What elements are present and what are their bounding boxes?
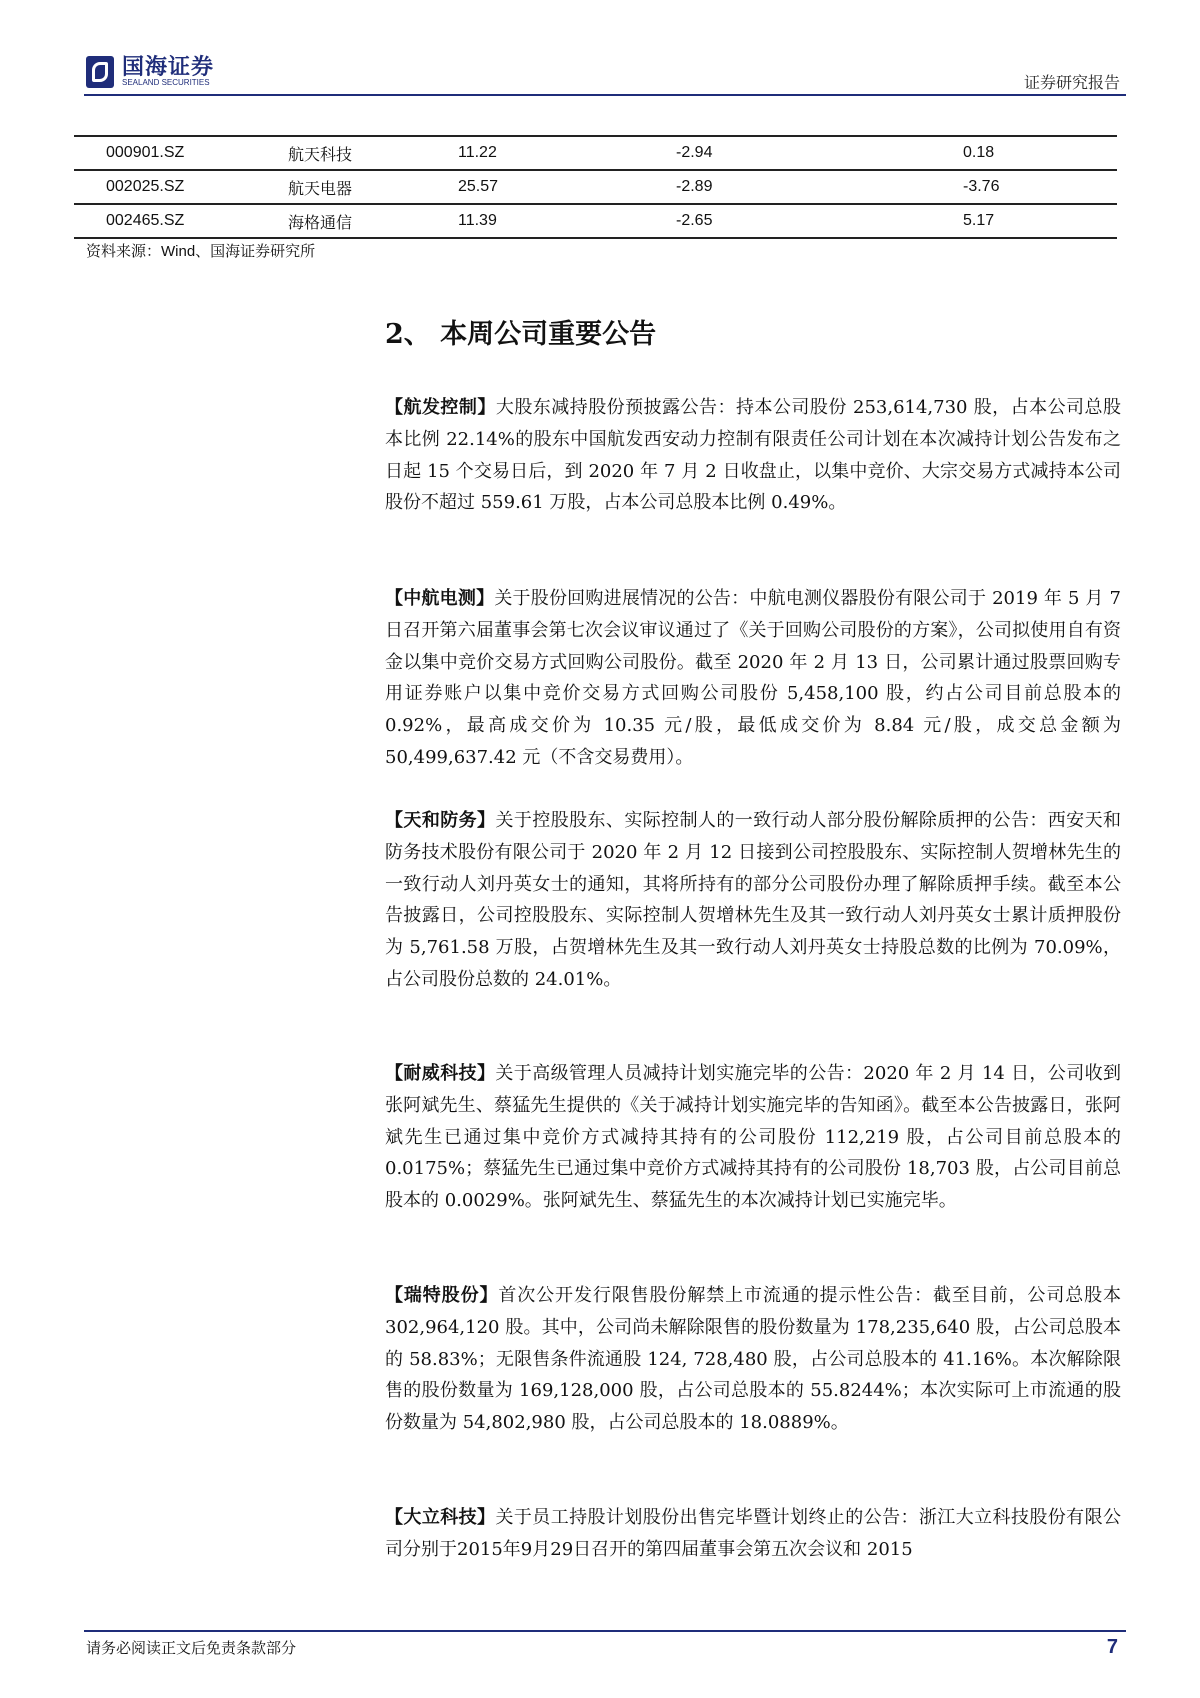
stock-table: [74, 135, 1117, 239]
company-name: 【天和防务】: [385, 810, 496, 831]
announcement: [385, 392, 1121, 519]
table-cell: 002465.SZ: [74, 204, 288, 238]
announcement-text: 首次公开发行限售股份解禁上市流通的提示性公告：截至目前，公司总股本 302,964,120 股。其中，公司尚未解除限售的股份数量为 178,235,640 股，占公司总股本的 58.83%；无限售条件流通股 124, 728,480 股，占公司总股本的 41.16%。本次解除限售的股份数量为 169,128,000 股，占公司总股本的 55.8244%；本次实际可上市流通的股份数量为 54,802,980 股，占公司总股本的 18.0889%。: [385, 1285, 1122, 1434]
table-cell: -2.89: [676, 170, 963, 204]
table-cell: 25.57: [458, 170, 676, 204]
table-row: [74, 170, 1117, 204]
table-row: [74, 136, 1117, 170]
company-name: 【航发控制】: [385, 397, 496, 418]
announcement: [385, 1058, 1121, 1217]
table-cell: 0.18: [963, 136, 1117, 170]
announcement: [385, 1280, 1121, 1439]
logo-cn: 国海证券: [122, 54, 215, 79]
logo-en: SEALAND SECURITIES: [122, 78, 210, 87]
company-name: 【大立科技】: [385, 1507, 496, 1528]
table-cell: 002025.SZ: [74, 170, 288, 204]
table-cell: -2.94: [676, 136, 963, 170]
table-source: 资料来源：Wind、国海证券研究所: [86, 243, 316, 260]
announcement: [385, 583, 1121, 774]
table-cell: 000901.SZ: [74, 136, 288, 170]
table-cell: -3.76: [963, 170, 1117, 204]
doc-type: 证券研究报告: [1023, 73, 1120, 92]
announcement: [385, 1502, 1121, 1566]
company-logo: [86, 56, 214, 88]
table-cell: 航天电器: [288, 170, 458, 204]
announcement: [385, 805, 1121, 996]
header-divider: [84, 94, 1126, 96]
section-title: 2、 本周公司重要公告: [385, 319, 657, 350]
announcement-text: 关于员工持股计划股份出售完毕暨计划终止的公告：浙江大立科技股份有限公司分别于2015年9月29日召开的第四届董事会第五次会议和 2015: [385, 1507, 1122, 1560]
page-number: 7: [1106, 1636, 1118, 1658]
table-cell: 海格通信: [288, 204, 458, 238]
company-name: 【耐威科技】: [385, 1063, 496, 1084]
logo-icon: [86, 56, 114, 88]
announcement-text: 关于高级管理人员减持计划实施完毕的公告：2020 年 2 月 14 日，公司收到张阿斌先生、蔡猛先生提供的《关于减持计划实施完毕的告知函》。截至本公告披露日，张阿斌先生已通过集中竞价方式减持其持有的公司股份 112,219 股，占公司目前总股本的 0.0175%；蔡猛先生已通过集中竞价方式减持其持有的公司股份 18,703 股，占公司目前总股本的 0.0029%。张阿斌先生、蔡猛先生的本次减持计划已实施完毕。: [385, 1063, 1121, 1212]
announcement-text: 关于股份回购进展情况的公告：中航电测仪器股份有限公司于 2019 年 5 月 7 日召开第六届董事会第七次会议审议通过了《关于回购公司股份的方案》，公司拟使用自有资金以集中竞价交易方式回购公司股份。截至 2020 年 2 月 13 日，公司累计通过股票回购专用证券账户以集中竞价交易方式回购公司股份 5,458,100 股，约占公司目前总股本的 0.92%，最高成交价为 10.35 元/股，最低成交价为 8.84 元/股，成交总金额为 50,499,637.42 元（不含交易费用）。: [385, 588, 1122, 768]
announcement-text: 大股东减持股份预披露公告：持本公司股份 253,614,730 股，占本公司总股本比例 22.14%的股东中国航发西安动力控制有限责任公司计划在本次减持计划公告发布之日起 15 个交易日后，到 2020 年 7 月 2 日收盘止，以集中竞价、大宗交易方式减持本公司股份不超过 559.61 万股，占本公司总股本比例 0.49%。: [385, 397, 1121, 514]
company-name: 【瑞特股份】: [385, 1285, 499, 1306]
table-cell: 11.39: [458, 204, 676, 238]
footer-disclaimer: 请务必阅读正文后免责条款部分: [86, 1639, 297, 1657]
table-cell: 11.22: [458, 136, 676, 170]
table-row: [74, 204, 1117, 238]
footer-divider: [84, 1630, 1126, 1632]
table-cell: 5.17: [963, 204, 1117, 238]
company-name: 【中航电测】: [385, 588, 495, 609]
table-cell: -2.65: [676, 204, 963, 238]
announcement-text: 关于控股股东、实际控制人的一致行动人部分股份解除质押的公告：西安天和防务技术股份有限公司于 2020 年 2 月 12 日接到公司控股股东、实际控制人贺增林先生的一致行动人刘丹英女士的通知，其将所持有的部分公司股份办理了解除质押手续。截至本公告披露日，公司控股股东、实际控制人贺增林先生及其一致行动人刘丹英女士累计质押股份为 5,761.58 万股，占贺增林先生及其一致行动人刘丹英女士持股总数的比例为 70.09%，占公司股份总数的 24.01%。: [385, 810, 1122, 990]
table-cell: 航天科技: [288, 136, 458, 170]
